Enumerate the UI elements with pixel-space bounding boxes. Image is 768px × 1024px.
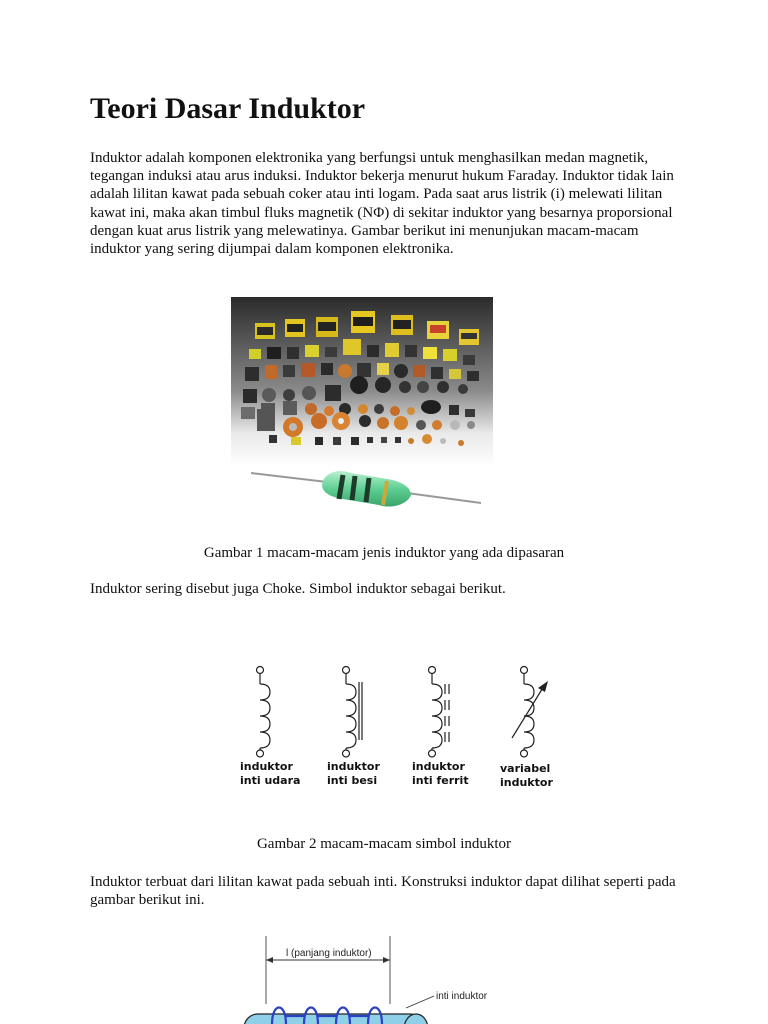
symbol-3-label-line1: induktor (412, 760, 465, 773)
symbol-4-label-line1: variabel (500, 762, 551, 775)
arrow-head-icon (538, 681, 548, 692)
symbol-1-label-line1: induktor (240, 760, 293, 773)
symbol-2-label-line1: induktor (327, 760, 380, 773)
symbol-air-core (257, 667, 271, 758)
symbol-1-label-line2: inti udara (240, 774, 301, 787)
figure-1-caption: Gambar 1 macam-macam jenis induktor yang ada dipasaran (203, 545, 565, 561)
symbol-ferrite-core (429, 667, 450, 758)
inductor-construction-figure (236, 934, 506, 1024)
core-label: inti induktor (436, 991, 488, 1002)
symbol-3-label-line2: inti ferrit (412, 774, 469, 787)
symbol-iron-core (343, 667, 363, 758)
inductor-types-photo (231, 297, 493, 523)
intro-paragraph: Induktor adalah komponen elektronika yang berfungsi untuk menghasilkan medan magnetik, tegangan induksi atau arus induksi. Induktor bekerja menurut hukum Faraday. Induktor tidak lain adalah lilitan kawat pada sebuah coker atau inti logam. Pada saat arus listrik (i) melewati lilitan kawat ini, maka akan timbul fluks magnetik (NΦ) di sekitar induktor yang besarnya proporsional dengan kuat arus listrik yang melewatinya. Gambar berikut ini menunjukan macam-macam induktor yang sering dijumpai dalam komponen elektronika. (90, 150, 674, 258)
symbol-2-label-line2: inti besi (327, 774, 378, 787)
inductor-symbols-figure (228, 660, 558, 790)
construction-paragraph: Induktor terbuat dari lilitan kawat pada sebuah inti. Konstruksi induktor dapat dilihat seperti pada gambar berikut ini. (90, 874, 676, 909)
symbol-variable (512, 667, 544, 758)
symbol-4-label-line2: induktor (500, 776, 553, 789)
length-label: l (panjang induktor) (286, 948, 372, 959)
figure-2-caption: Gambar 2 macam-macam simbol induktor (256, 836, 512, 852)
page-title: Teori Dasar Induktor (90, 92, 366, 125)
choke-paragraph: Induktor sering disebut juga Choke. Simbol induktor sebagai berikut. (90, 581, 506, 597)
